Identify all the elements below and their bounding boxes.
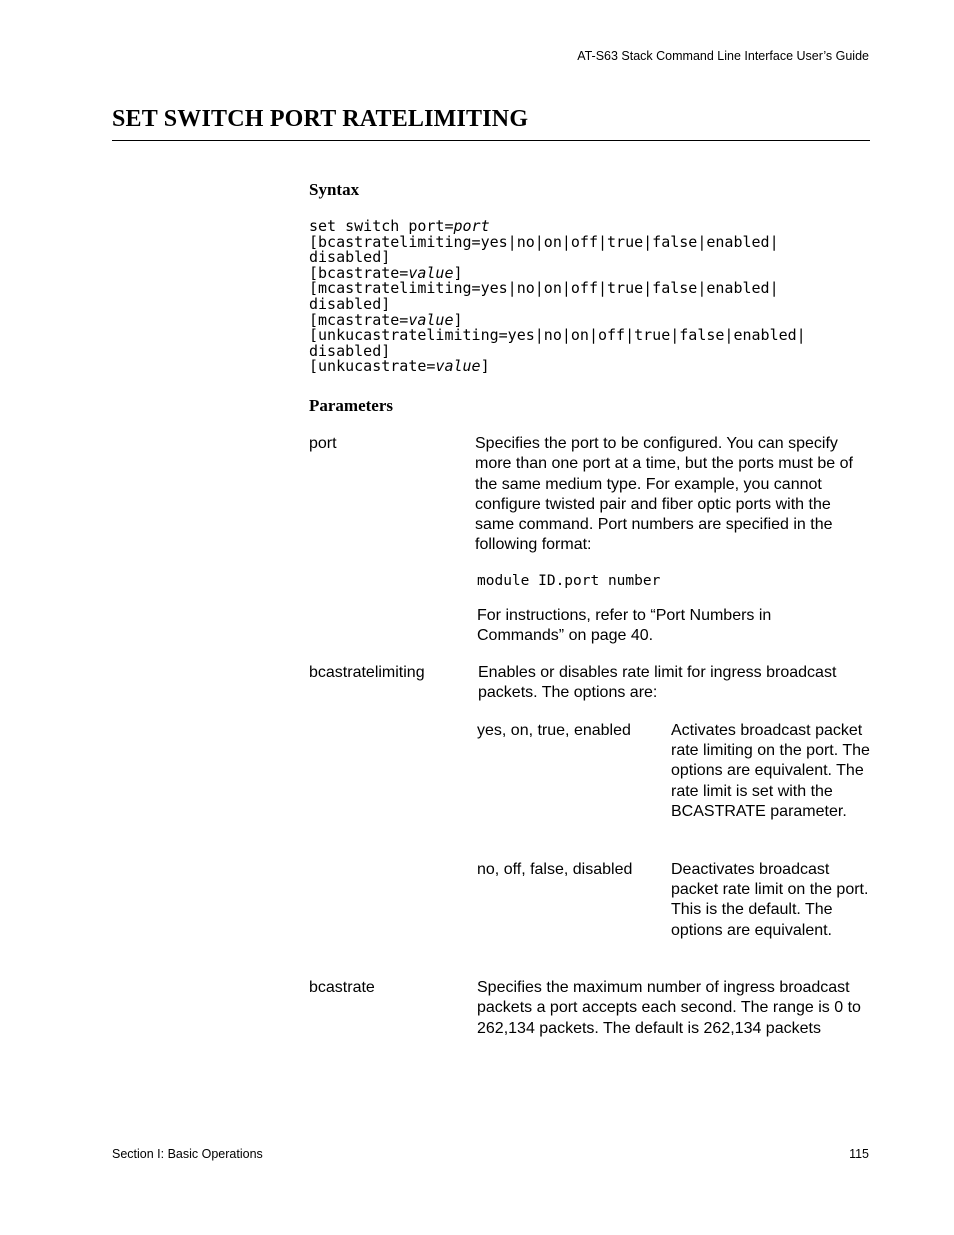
syntax-line: disabled] [309,341,391,360]
param-bcastratelimiting-name: bcastratelimiting [309,664,425,681]
param-port-reference: For instructions, refer to “Port Numbers in Commands” on page 40. [477,607,772,645]
param-bcastrate-name: bcastrate [309,979,375,996]
syntax-heading: Syntax [309,180,360,199]
option-enable-label: yes, on, true, enabled [477,722,631,739]
syntax-line: [mcastrate=value] [309,310,463,329]
param-bcastrate-desc: Specifies the maximum number of ingress broadcast packets a port accepts each second. The range is 0 to 262,134 packets. The default is 262,134 packets [477,979,861,1037]
footer-page-number: 115 [849,1147,869,1161]
parameters-heading: Parameters [309,396,394,415]
syntax-block [309,219,806,375]
param-port-desc: Specifies the port to be configured. You can specify more than one port at a time, but the ports must be of the same medium type. For example, you cannot configure twisted pair and fiber optic ports with the same command. Port numbers are specified in the following format: [475,435,853,554]
syntax-line: [bcastratelimiting=yes|no|on|off|true|false|enabled| [309,232,779,251]
footer-section: Section I: Basic Operations [112,1147,263,1161]
header-guide-title: AT-S63 Stack Command Line Interface User’s Guide [577,49,869,63]
param-port-format: module ID.port number [477,573,661,589]
syntax-line: [mcastratelimiting=yes|no|on|off|true|false|enabled| [309,279,779,298]
option-enable-desc: Activates broadcast packet rate limiting on the port. The options are equivalent. The rate limit is set with the BCASTRATE parameter. [671,722,870,820]
title-rule [112,140,870,141]
page-title: SET SWITCH PORT RATELIMITING [112,106,529,132]
syntax-line: [unkucastratelimiting=yes|no|on|off|true|false|enabled| [309,326,806,345]
syntax-line: set switch port=port [309,217,490,235]
syntax-line: [unkucastrate=value] [309,357,490,376]
syntax-line: [bcastrate=value] [309,263,463,282]
syntax-line: disabled] [309,248,391,267]
param-port-name: port [309,435,337,452]
syntax-line: disabled] [309,294,391,313]
param-bcastratelimiting-desc: Enables or disables rate limit for ingress broadcast packets. The options are: [478,664,837,702]
option-disable-label: no, off, false, disabled [477,861,633,878]
option-disable-desc: Deactivates broadcast packet rate limit on the port. This is the default. The options are equivalent. [671,861,869,939]
